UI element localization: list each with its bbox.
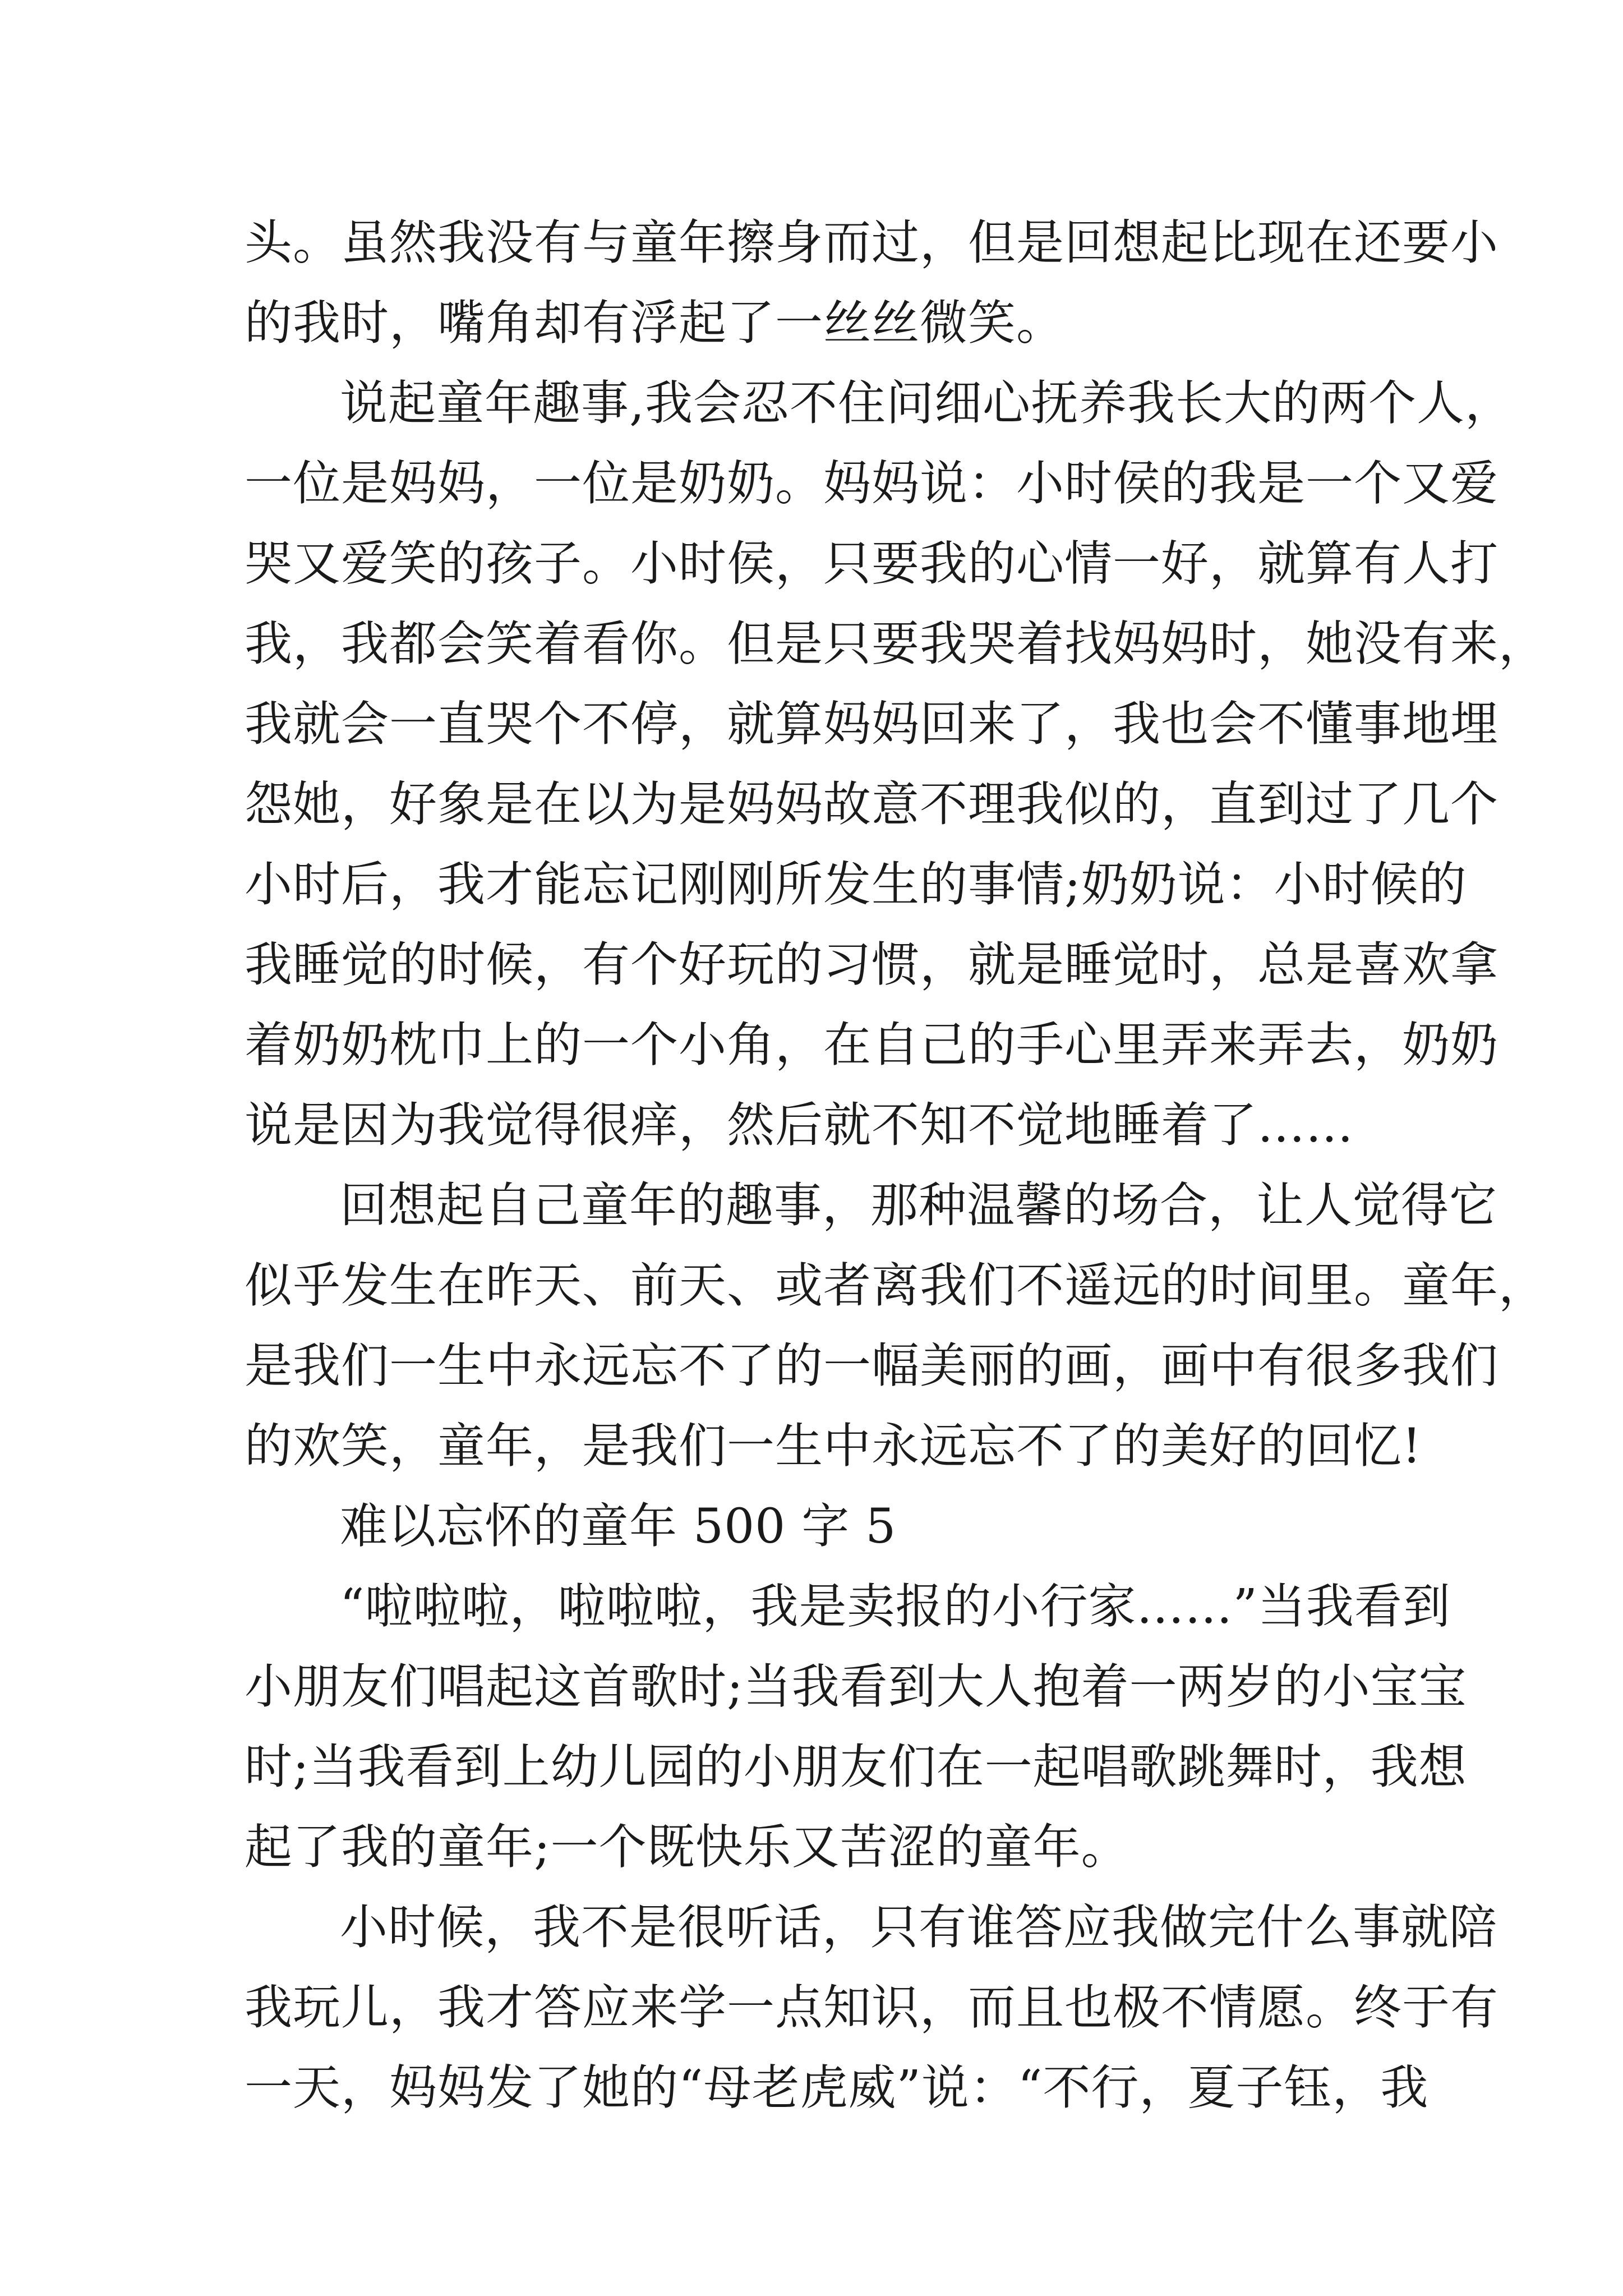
text-line: 说起童年趣事,我会忍不住问细心抚养我长大的两个人， — [340, 376, 1514, 431]
text-line: 的欢笑，童年，是我们一生中永远忘不了的美好的回忆! — [245, 1419, 1422, 1474]
text-line: 小朋友们唱起这首歌时;当我看到大人抱着一两岁的小宝宝 — [245, 1659, 1467, 1715]
text-line: 一位是妈妈，一位是奶奶。妈妈说：小时侯的我是一个又爱 — [245, 456, 1499, 512]
text-line: 头。虽然我没有与童年擦身而过，但是回想起比现在还要小 — [245, 215, 1499, 271]
text-line: 我睡觉的时候，有个好玩的习惯，就是睡觉时，总是喜欢拿 — [245, 937, 1499, 993]
text-line: 似乎发生在昨天、前天、或者离我们不遥远的时间里。童年， — [245, 1258, 1547, 1314]
text-line: 我，我都会笑着看你。但是只要我哭着找妈妈时，她没有来， — [245, 616, 1547, 672]
text-line: 起了我的童年;一个既快乐又苦涩的童年。 — [245, 1820, 1129, 1875]
text-line: 一天，妈妈发了她的“母老虎威”说：“不行，夏子钰，我 — [245, 2060, 1429, 2116]
text-line: 我就会一直哭个不停，就算妈妈回来了，我也会不懂事地埋 — [245, 697, 1499, 752]
text-line: 怨她，好象是在以为是妈妈故意不理我似的，直到过了几个 — [245, 777, 1499, 832]
text-line: 说是因为我觉得很痒，然后就不知不觉地睡着了…… — [245, 1098, 1354, 1153]
text-line: 小时候，我不是很听话，只有谁答应我做完什么事就陪 — [340, 1900, 1498, 1955]
text-line: 我玩儿，我才答应来学一点知识，而且也极不情愿。终于有 — [245, 1980, 1499, 2036]
text-line: 是我们一生中永远忘不了的一幅美丽的画，画中有很多我们 — [245, 1338, 1499, 1394]
text-line: 着奶奶枕巾上的一个小角，在自己的手心里弄来弄去，奶奶 — [245, 1018, 1499, 1073]
text-line: 哭又爱笑的孩子。小时侯，只要我的心情一好，就算有人打 — [245, 536, 1499, 592]
text-line: 时;当我看到上幼儿园的小朋友们在一起唱歌跳舞时，我想 — [245, 1740, 1467, 1795]
text-line: 回想起自己童年的趣事，那种温馨的场合，让人觉得它 — [340, 1178, 1498, 1234]
text-line: 的我时，嘴角却有浮起了一丝丝微笑。 — [245, 296, 1065, 351]
section-heading: 难以忘怀的童年 500 字 5 — [340, 1499, 897, 1554]
text-line: 小时后，我才能忘记刚刚所发生的事情;奶奶说：小时候的 — [245, 857, 1467, 913]
document-body — [245, 203, 1547, 2128]
text-line: “啦啦啦，啦啦啦，我是卖报的小行家……”当我看到 — [340, 1579, 1451, 1635]
